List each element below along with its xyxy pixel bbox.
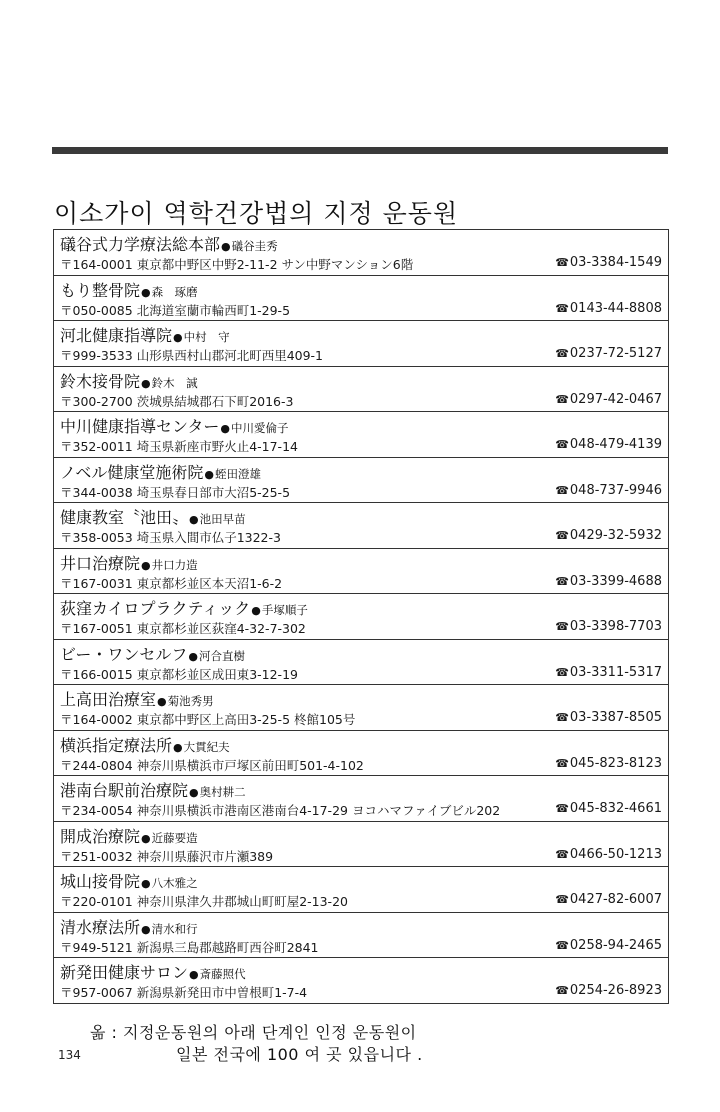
phone-icon: ☎ [555, 392, 569, 406]
entry-phone [555, 892, 662, 907]
entry-address-line [60, 983, 307, 1001]
entry-phone [555, 346, 662, 361]
directory-entry [53, 503, 669, 549]
phone-number: 03-3399-4688 [569, 573, 662, 589]
directory-entry [53, 549, 669, 595]
person-name: 蛭田澄雄 [214, 466, 261, 481]
phone-number: 048-479-4139 [569, 437, 662, 452]
postal-code: 〒344-0038 [60, 484, 133, 500]
clinic-name: 井口治療院 [60, 553, 141, 573]
postal-code: 〒166-0015 [60, 666, 133, 682]
phone-number: 03-3398-7703 [569, 619, 662, 634]
person-name: 近藤要造 [151, 830, 198, 845]
address: 埼玉県入間市仏子1322-3 [136, 530, 281, 545]
entry-address-line [60, 710, 355, 728]
person-name: 清水和行 [151, 921, 198, 936]
bullet-icon: ● [141, 285, 151, 299]
phone-number: 03-3387-8505 [569, 710, 662, 725]
clinic-name: もり整骨院 [60, 280, 141, 300]
phone-number: 0254-26-8923 [569, 983, 662, 998]
postal-code: 〒167-0051 [60, 621, 133, 636]
entry-phone [555, 255, 662, 270]
entry-phone [555, 574, 662, 589]
entry-name-line [60, 551, 198, 574]
clinic-name: 礒谷式力学療法総本部 [60, 235, 221, 254]
phone-number: 0466-50-1213 [569, 846, 662, 862]
directory-entry [53, 321, 669, 367]
entry-name-line [60, 505, 246, 528]
entry-address-line [60, 665, 298, 683]
bullet-icon: ● [173, 331, 183, 344]
clinic-name: 河北健康指導院 [60, 326, 173, 345]
bullet-icon: ● [204, 467, 214, 481]
phone-number: 0427-82-6007 [569, 892, 662, 907]
entry-phone [555, 847, 662, 862]
bullet-icon: ● [141, 376, 151, 390]
bullet-icon: ● [141, 831, 151, 845]
bullet-icon: ● [189, 513, 199, 526]
clinic-name: ビー・ワンセルフ [60, 644, 188, 664]
directory-entry [53, 822, 669, 868]
person-name: 菊池秀男 [167, 694, 214, 708]
entry-phone [555, 756, 662, 771]
person-name: 池田早苗 [199, 512, 246, 526]
phone-number: 0143-44-8808 [569, 300, 662, 316]
entry-phone [555, 437, 662, 452]
phone-number: 03-3311-5317 [569, 664, 662, 680]
postal-code: 〒358-0053 [60, 530, 133, 545]
entry-phone [555, 665, 662, 680]
address: 神奈川県横浜市港南区港南台4-17-29 ヨコハマファイブビル202 [136, 803, 501, 818]
phone-icon: ☎ [555, 847, 569, 861]
entry-name-line [60, 778, 246, 801]
address: 東京都杉並区本天沼1-6-2 [136, 575, 283, 591]
phone-icon: ☎ [555, 711, 569, 724]
directory-entry [53, 867, 669, 913]
entry-address-line [60, 619, 306, 637]
bullet-icon: ● [189, 786, 199, 799]
directory-entry [53, 276, 669, 322]
clinic-name: 上高田治療室 [60, 690, 157, 709]
entry-name-line [60, 869, 198, 892]
directory-list [53, 229, 669, 1004]
phone-number: 045-832-4661 [569, 801, 662, 816]
footnote-line-1: 옮 : 지정운동원의 아래 단계인 인정 운동원이 [90, 1023, 417, 1042]
directory-entry [53, 230, 669, 276]
entry-phone [555, 528, 662, 543]
phone-number: 0237-72-5127 [569, 346, 662, 361]
phone-number: 0429-32-5932 [569, 528, 662, 543]
address: 山形県西村山郡河北町西里409-1 [136, 348, 324, 363]
address: 神奈川県横浜市戸塚区前田町501-4-102 [136, 757, 364, 773]
entry-address-line [60, 574, 282, 592]
phone-icon: ☎ [555, 529, 569, 542]
postal-code: 〒957-0067 [60, 985, 133, 1000]
phone-icon: ☎ [555, 620, 569, 633]
person-name: 鈴木 誠 [151, 375, 198, 390]
phone-icon: ☎ [555, 893, 569, 906]
entry-address-line [60, 938, 319, 956]
bullet-icon: ● [220, 422, 230, 435]
entry-phone [555, 983, 662, 998]
address: 神奈川県津久井郡城山町町屋2-13-20 [136, 894, 348, 909]
directory-entry [53, 958, 669, 1004]
entry-name-line [60, 369, 198, 392]
person-name: 手塚順子 [261, 603, 308, 617]
address: 東京都中野区上高田3-25-5 柊館105号 [136, 712, 356, 727]
entry-address-line [60, 892, 348, 910]
bullet-icon: ● [188, 649, 198, 663]
page-heading: 이소가이 역학건강법의 지정 운동원 [54, 199, 459, 228]
postal-code: 〒352-0011 [60, 439, 133, 454]
entry-name-line [60, 642, 245, 665]
postal-code: 〒949-5121 [60, 939, 133, 955]
entry-address-line [60, 392, 293, 410]
bullet-icon: ● [251, 604, 261, 617]
entry-name-line [60, 824, 198, 847]
entry-address-line [60, 437, 298, 455]
clinic-name: 健康教室〝池田〟 [60, 508, 189, 527]
person-name: 斎藤照代 [199, 967, 246, 981]
phone-number: 045-823-8123 [569, 755, 662, 771]
top-rule [52, 147, 668, 154]
person-name: 森 琢磨 [151, 284, 198, 299]
entry-address-line [60, 301, 290, 319]
entry-phone [555, 483, 662, 498]
person-name: 井口力造 [151, 557, 198, 572]
address: 東京都杉並区成田東3-12-19 [136, 666, 298, 682]
phone-icon: ☎ [555, 301, 569, 315]
entry-phone [555, 619, 662, 634]
phone-number: 048-737-9946 [569, 482, 662, 498]
clinic-name: 新発田健康サロン [60, 963, 189, 982]
phone-icon: ☎ [555, 756, 569, 770]
postal-code: 〒050-0085 [60, 302, 133, 318]
footnote-line-2: 일본 전국에 100 여 곳 있읍니다 . [176, 1045, 423, 1064]
entry-phone [555, 392, 662, 407]
entry-name-line [60, 460, 261, 483]
entry-phone [555, 301, 662, 316]
directory-entry [53, 913, 669, 959]
entry-phone [555, 938, 662, 953]
address: 茨城県結城郡石下町2016-3 [136, 393, 294, 409]
entry-phone [555, 710, 662, 725]
directory-entry [53, 776, 669, 822]
person-name: 河合直樹 [198, 648, 245, 663]
entry-name-line [60, 596, 308, 619]
entry-name-line [60, 915, 198, 938]
entry-address-line [60, 528, 281, 546]
entry-address-line [60, 847, 273, 865]
directory-entry [53, 685, 669, 731]
translator-footnote [90, 1022, 423, 1066]
entry-name-line [60, 687, 214, 710]
person-name: 八木雅之 [151, 876, 198, 890]
address: 東京都杉並区荻窪4-32-7-302 [136, 621, 306, 636]
bullet-icon: ● [141, 558, 151, 572]
postal-code: 〒164-0002 [60, 712, 133, 727]
phone-number: 0258-94-2465 [569, 937, 662, 953]
phone-icon: ☎ [555, 256, 569, 269]
entry-address-line [60, 255, 413, 273]
postal-code: 〒220-0101 [60, 894, 133, 909]
bullet-icon: ● [141, 922, 151, 936]
phone-icon: ☎ [555, 438, 569, 451]
postal-code: 〒164-0001 [60, 257, 133, 272]
clinic-name: 城山接骨院 [60, 872, 141, 891]
entry-name-line [60, 733, 230, 756]
clinic-name: 荻窪カイロプラクティック [60, 599, 251, 618]
bullet-icon: ● [157, 695, 167, 708]
address: 新潟県新発田市中曽根町1-7-4 [136, 985, 308, 1000]
address: 北海道室蘭市輪西町1-29-5 [136, 302, 291, 318]
postal-code: 〒234-0054 [60, 803, 133, 818]
person-name: 奥村耕二 [199, 785, 246, 799]
phone-icon: ☎ [555, 802, 569, 815]
address: 東京都中野区中野2-11-2 サン中野マンション6階 [136, 257, 414, 272]
phone-icon: ☎ [555, 574, 569, 588]
entry-name-line [60, 960, 246, 983]
bullet-icon: ● [189, 968, 199, 981]
directory-entry [53, 731, 669, 777]
phone-icon: ☎ [555, 984, 569, 997]
directory-entry [53, 458, 669, 504]
entry-name-line [60, 278, 198, 301]
directory-entry [53, 412, 669, 458]
address: 新潟県三島郡越路町西谷町2841 [136, 939, 319, 955]
clinic-name: 清水療法所 [60, 917, 141, 937]
postal-code: 〒300-2700 [60, 393, 133, 409]
clinic-name: 中川健康指導センター [60, 417, 220, 436]
address: 神奈川県藤沢市片瀬389 [136, 848, 274, 864]
postal-code: 〒244-0804 [60, 757, 133, 773]
directory-entry [53, 594, 669, 640]
entry-name-line [60, 414, 288, 437]
clinic-name: 開成治療院 [60, 826, 141, 846]
phone-icon: ☎ [555, 665, 569, 679]
directory-entry [53, 640, 669, 686]
entry-address-line [60, 801, 500, 819]
address: 埼玉県新座市野火止4-17-14 [136, 439, 298, 454]
entry-address-line [60, 756, 364, 774]
phone-icon: ☎ [555, 938, 569, 952]
bullet-icon: ● [141, 877, 151, 890]
phone-number: 03-3384-1549 [569, 255, 662, 270]
clinic-name: 横浜指定療法所 [60, 735, 173, 755]
clinic-name: 鈴木接骨院 [60, 371, 141, 391]
phone-icon: ☎ [555, 347, 569, 360]
person-name: 礒谷圭秀 [231, 239, 278, 253]
entry-address-line [60, 483, 290, 501]
entry-name-line [60, 323, 230, 346]
clinic-name: 港南台駅前治療院 [60, 781, 189, 800]
postal-code: 〒167-0031 [60, 575, 133, 591]
entry-address-line [60, 346, 323, 364]
address: 埼玉県春日部市大沼5-25-5 [136, 484, 291, 500]
bullet-icon: ● [173, 740, 183, 754]
person-name: 中川愛倫子 [230, 421, 289, 435]
page-number: 134 [58, 1048, 81, 1062]
entry-phone [555, 801, 662, 816]
person-name: 大貫紀夫 [183, 739, 230, 754]
bullet-icon: ● [221, 240, 231, 253]
postal-code: 〒251-0032 [60, 848, 133, 864]
phone-number: 0297-42-0467 [569, 391, 662, 407]
clinic-name: ノベル健康堂施術院 [60, 462, 204, 482]
directory-entry [53, 367, 669, 413]
phone-icon: ☎ [555, 483, 569, 497]
postal-code: 〒999-3533 [60, 348, 133, 363]
entry-name-line [60, 232, 278, 255]
person-name: 中村 守 [183, 330, 230, 344]
